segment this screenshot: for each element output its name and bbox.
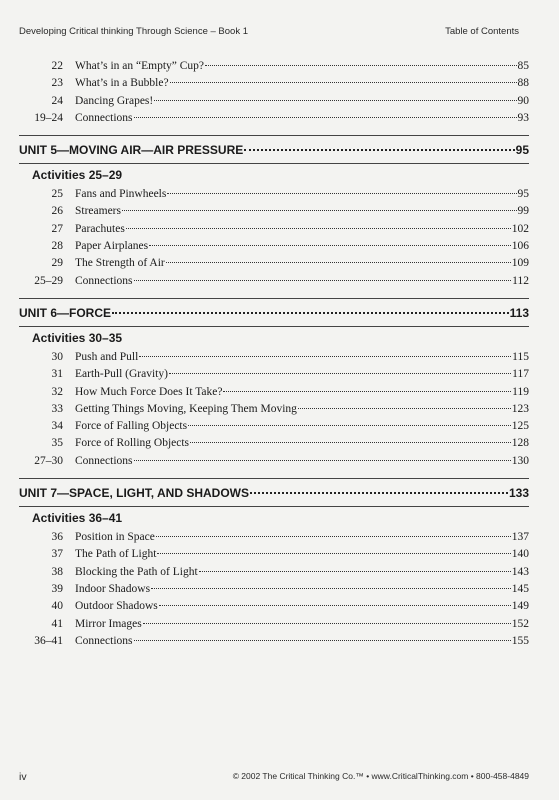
dot-leader bbox=[156, 536, 511, 537]
entry-page-number: 112 bbox=[512, 274, 529, 287]
toc-entry[interactable] bbox=[19, 275, 529, 292]
entry-page-number: 109 bbox=[511, 257, 529, 270]
entry-title: What’s in a Bubble? bbox=[75, 77, 169, 90]
entry-title: Connections bbox=[75, 274, 133, 287]
activity-number: 30 bbox=[51, 350, 63, 363]
entry-title: Parachutes bbox=[75, 222, 125, 235]
dot-leader bbox=[122, 210, 517, 211]
activity-number: 26 bbox=[51, 205, 63, 218]
entry-page-number: 143 bbox=[511, 565, 529, 578]
activity-number: 38 bbox=[51, 565, 63, 578]
entry-title: Dancing Grapes! bbox=[75, 94, 154, 107]
dot-leader bbox=[143, 623, 511, 624]
activity-number: 37 bbox=[51, 548, 63, 561]
activity-number: 31 bbox=[51, 368, 63, 381]
activity-number: 19–24 bbox=[34, 111, 63, 124]
running-header-section: Table of Contents bbox=[445, 26, 519, 37]
activity-number: 33 bbox=[51, 402, 63, 415]
running-header-title: Developing Critical thinking Through Science – Book 1 bbox=[19, 26, 249, 37]
toc-entry[interactable] bbox=[19, 95, 529, 112]
toc-entry[interactable] bbox=[19, 583, 529, 600]
entry-page-number: 140 bbox=[511, 548, 529, 561]
dot-leader bbox=[134, 640, 511, 641]
toc-entry[interactable] bbox=[19, 566, 529, 583]
toc-entry[interactable] bbox=[19, 351, 529, 368]
unit-page-number: 133 bbox=[508, 486, 529, 501]
dot-leader bbox=[166, 262, 511, 263]
activity-number: 27 bbox=[51, 222, 63, 235]
toc-entry[interactable] bbox=[19, 205, 529, 222]
entry-page-number: 106 bbox=[511, 240, 529, 253]
entry-title: Force of Rolling Objects bbox=[75, 437, 190, 450]
activity-number: 35 bbox=[51, 437, 63, 450]
entry-page-number: 155 bbox=[511, 634, 529, 647]
toc-entry[interactable] bbox=[19, 403, 529, 420]
entry-page-number: 85 bbox=[517, 60, 529, 72]
page-number: iv bbox=[19, 771, 27, 783]
activity-number: 39 bbox=[51, 582, 63, 595]
activities-heading: Activities 30–35 bbox=[32, 330, 123, 345]
dot-leader bbox=[188, 425, 511, 426]
activities-heading: Activities 36–41 bbox=[32, 511, 123, 526]
entry-title: Position in Space bbox=[75, 531, 155, 544]
activity-number: 28 bbox=[51, 240, 63, 253]
toc-entry[interactable] bbox=[19, 618, 529, 635]
entry-page-number: 115 bbox=[512, 350, 529, 363]
activity-number: 41 bbox=[51, 617, 63, 630]
entry-title: Push and Pull bbox=[75, 350, 139, 363]
dot-leader bbox=[157, 553, 510, 554]
activity-number: 32 bbox=[51, 385, 63, 398]
entry-page-number: 88 bbox=[517, 77, 529, 90]
entry-title: What’s in an “Empty” Cup? bbox=[75, 60, 205, 72]
dot-leader bbox=[250, 492, 508, 494]
unit-title: UNIT 6—FORCE bbox=[19, 305, 112, 320]
toc-entry[interactable] bbox=[19, 368, 529, 385]
entry-title: Streamers bbox=[75, 205, 121, 218]
entry-title: Connections bbox=[75, 454, 133, 467]
toc-entry[interactable] bbox=[19, 437, 529, 454]
entry-title: Connections bbox=[75, 634, 133, 647]
dot-leader bbox=[170, 82, 517, 83]
activity-number: 36 bbox=[51, 531, 63, 544]
dot-leader bbox=[134, 117, 517, 118]
toc-entry[interactable] bbox=[19, 188, 529, 205]
dot-leader bbox=[167, 193, 516, 194]
dot-leader bbox=[169, 373, 511, 374]
entry-title: Blocking the Path of Light bbox=[75, 565, 198, 578]
toc-entry[interactable] bbox=[19, 531, 529, 548]
intro-entries bbox=[19, 60, 529, 129]
toc-entry[interactable] bbox=[19, 386, 529, 403]
entry-page-number: 93 bbox=[517, 111, 529, 124]
entry-page-number: 128 bbox=[511, 437, 529, 450]
entry-page-number: 125 bbox=[511, 420, 529, 433]
entry-title: Connections bbox=[75, 111, 133, 124]
entry-page-number: 137 bbox=[511, 531, 529, 544]
dot-leader bbox=[151, 588, 511, 589]
entry-page-number: 145 bbox=[511, 582, 529, 595]
toc-entry[interactable] bbox=[19, 240, 529, 257]
activities-heading: Activities 25–29 bbox=[32, 168, 123, 183]
activity-number: 25 bbox=[51, 188, 63, 201]
dot-leader bbox=[298, 408, 511, 409]
copyright-footer: © 2002 The Critical Thinking Co.™ • www.CriticalThinking.com • 800-458-4849 bbox=[232, 771, 529, 781]
toc-entry[interactable] bbox=[19, 257, 529, 274]
dot-leader bbox=[134, 460, 511, 461]
units-list bbox=[19, 135, 529, 652]
dot-leader bbox=[199, 571, 511, 572]
entry-title: Fans and Pinwheels bbox=[75, 188, 167, 201]
entry-title: Mirror Images bbox=[75, 617, 142, 630]
toc-entry[interactable] bbox=[19, 223, 529, 240]
dot-leader bbox=[149, 245, 511, 246]
entry-page-number: 95 bbox=[517, 188, 529, 201]
toc-entry[interactable] bbox=[19, 420, 529, 437]
dot-leader bbox=[159, 605, 511, 606]
entry-page-number: 119 bbox=[512, 385, 529, 398]
unit-heading[interactable] bbox=[19, 306, 529, 324]
activity-number: 36–41 bbox=[34, 634, 63, 647]
unit-title: UNIT 5—MOVING AIR—AIR PRESSURE bbox=[19, 143, 244, 158]
activity-number: 40 bbox=[51, 600, 63, 613]
entry-page-number: 117 bbox=[512, 368, 529, 381]
toc-entry[interactable] bbox=[19, 77, 529, 94]
unit-title: UNIT 7—SPACE, LIGHT, AND SHADOWS bbox=[19, 486, 250, 501]
toc-entry[interactable] bbox=[19, 455, 529, 472]
dot-leader bbox=[112, 312, 509, 314]
dot-leader bbox=[126, 228, 511, 229]
dot-leader bbox=[154, 100, 516, 101]
entry-page-number: 152 bbox=[511, 617, 529, 630]
entry-title: Earth-Pull (Gravity) bbox=[75, 368, 168, 381]
unit-section bbox=[19, 478, 529, 652]
unit-section bbox=[19, 298, 529, 472]
toc-entry[interactable] bbox=[19, 60, 529, 77]
activity-number: 34 bbox=[51, 420, 63, 433]
unit-page-number: 113 bbox=[509, 305, 529, 320]
toc-entry[interactable] bbox=[19, 112, 529, 129]
entry-page-number: 102 bbox=[511, 222, 529, 235]
unit-page-number: 95 bbox=[515, 143, 529, 158]
entry-title: Paper Airplanes bbox=[75, 240, 149, 253]
entry-title: The Strength of Air bbox=[75, 257, 165, 270]
unit-heading[interactable] bbox=[19, 143, 529, 161]
entry-title: How Much Force Does It Take? bbox=[75, 385, 223, 398]
dot-leader bbox=[244, 149, 514, 151]
entry-page-number: 99 bbox=[517, 205, 529, 218]
entry-page-number: 149 bbox=[511, 600, 529, 613]
toc-entry[interactable] bbox=[19, 635, 529, 652]
activity-number: 23 bbox=[51, 77, 63, 90]
dot-leader bbox=[223, 391, 511, 392]
dot-leader bbox=[134, 280, 512, 281]
entry-title: Getting Things Moving, Keeping Them Moving bbox=[75, 402, 297, 415]
entry-page-number: 90 bbox=[517, 94, 529, 107]
entry-page-number: 123 bbox=[511, 402, 529, 415]
activity-number: 29 bbox=[51, 257, 63, 270]
dot-leader bbox=[139, 356, 511, 357]
table-of-contents bbox=[19, 60, 529, 652]
dot-leader bbox=[205, 65, 516, 66]
entry-title: The Path of Light bbox=[75, 548, 157, 561]
toc-entry[interactable] bbox=[19, 600, 529, 617]
entry-title: Outdoor Shadows bbox=[75, 600, 158, 613]
dot-leader bbox=[190, 442, 511, 443]
unit-heading[interactable] bbox=[19, 486, 529, 504]
entry-page-number: 130 bbox=[511, 454, 529, 467]
toc-entry[interactable] bbox=[19, 548, 529, 565]
activity-number: 27–30 bbox=[34, 454, 63, 467]
activity-number: 24 bbox=[51, 94, 63, 107]
activity-number: 22 bbox=[51, 60, 63, 72]
activity-number: 25–29 bbox=[34, 274, 63, 287]
entry-title: Force of Falling Objects bbox=[75, 420, 188, 433]
entry-title: Indoor Shadows bbox=[75, 582, 151, 595]
unit-section bbox=[19, 135, 529, 292]
